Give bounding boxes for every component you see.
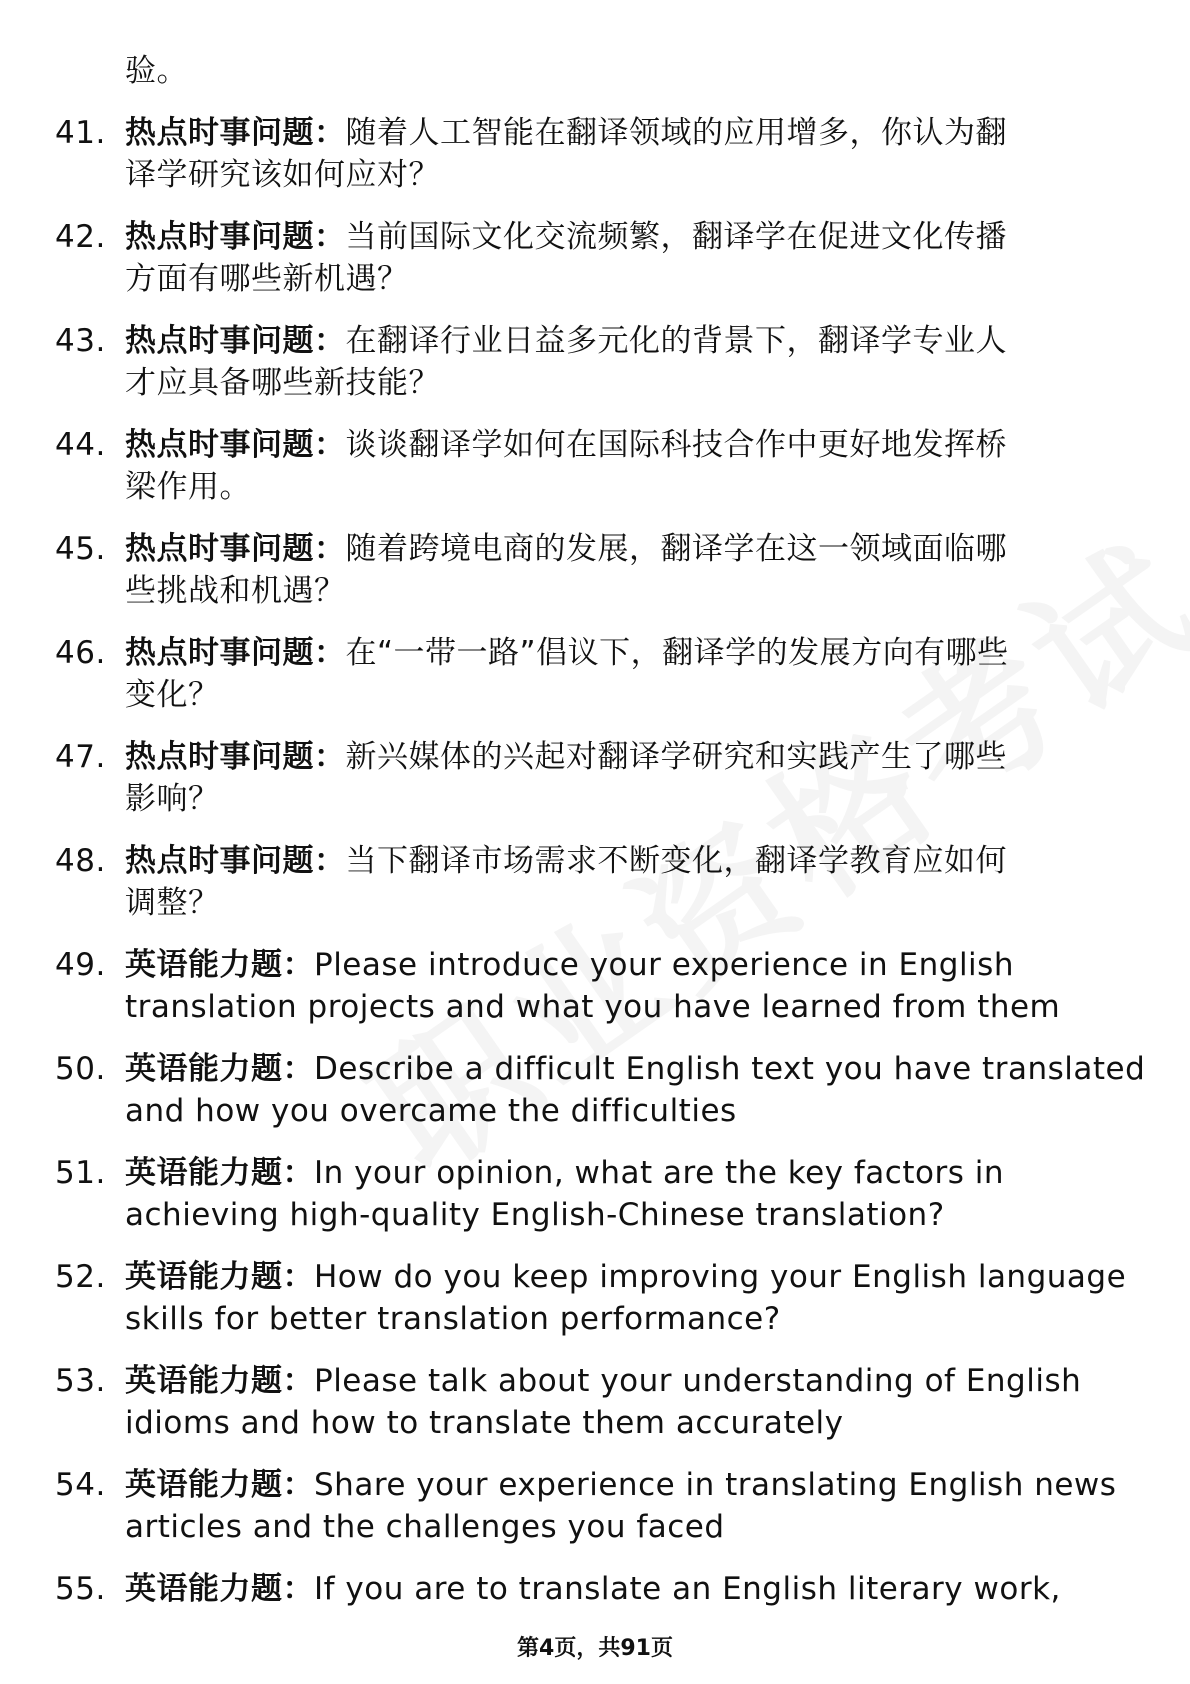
question-line-2: 些挑战和机遇？: [125, 573, 346, 609]
question-line-1: [125, 1464, 1130, 1506]
question-line-1: [125, 1048, 1146, 1090]
question-line-1: [125, 944, 1130, 986]
question-text: 在“一带一路”倡议下，翻译学的发展方向有哪些: [345, 635, 1009, 671]
question-category: 英语能力题：: [125, 1363, 314, 1399]
question-line-2: 才应具备哪些新技能？: [125, 365, 440, 401]
question-line-1: [125, 1256, 1130, 1298]
question-number: 54.: [55, 1467, 106, 1503]
question-line-2: 译学研究该如何应对？: [125, 157, 440, 193]
question-text: How do you keep improving your English language: [314, 1259, 1127, 1295]
question-line-2: achieving high-quality English-Chinese translation?: [125, 1197, 945, 1233]
question-line-2: translation projects and what you have learned from them: [125, 989, 1061, 1025]
question-category: 英语能力题：: [125, 1467, 314, 1503]
question-number: 41.: [55, 115, 106, 151]
question-line-2: 方面有哪些新机遇？: [125, 261, 409, 297]
question-category: 热点时事问题：: [125, 843, 346, 879]
question-text: In your opinion, what are the key factors in: [314, 1155, 1004, 1191]
question-line-1: [125, 632, 1130, 674]
question-text: Please talk about your understanding of English: [314, 1363, 1082, 1399]
continuation-text: 验。: [125, 53, 188, 89]
question-text: 当下翻译市场需求不断变化，翻译学教育应如何: [345, 843, 1007, 879]
question-number: 52.: [55, 1259, 106, 1295]
question-list: [0, 112, 1190, 1630]
question-number: 47.: [55, 739, 106, 775]
question-text: 谈谈翻译学如何在国际科技合作中更好地发挥桥: [345, 427, 1007, 463]
question-category: 热点时事问题：: [125, 427, 346, 463]
question-item-53: [0, 1360, 1130, 1444]
question-line-2: articles and the challenges you faced: [125, 1509, 725, 1545]
question-item-49: [0, 944, 1130, 1028]
question-item-46: [0, 632, 1130, 716]
question-number: 51.: [55, 1155, 106, 1191]
question-category: 英语能力题：: [125, 1259, 314, 1295]
page-footer: 第4页，共91页: [517, 1636, 673, 1661]
question-item-48: [0, 840, 1130, 924]
question-number: 55.: [55, 1571, 106, 1607]
question-item-50: [0, 1048, 1146, 1132]
question-category: 英语能力题：: [125, 1051, 314, 1087]
question-line-1: [125, 1360, 1130, 1402]
question-line-1: [125, 528, 1130, 570]
question-text: 当前国际文化交流频繁，翻译学在促进文化传播: [345, 219, 1007, 255]
question-item-47: [0, 736, 1130, 820]
question-text: Please introduce your experience in English: [314, 947, 1014, 983]
question-text: 新兴媒体的兴起对翻译学研究和实践产生了哪些: [345, 739, 1007, 775]
question-line-1: [125, 1568, 1130, 1610]
question-line-2: and how you overcame the difficulties: [125, 1093, 737, 1129]
question-item-44: [0, 424, 1130, 508]
question-category: 热点时事问题：: [125, 635, 346, 671]
question-category: 热点时事问题：: [125, 323, 346, 359]
question-text: 随着人工智能在翻译领域的应用增多，你认为翻: [345, 115, 1007, 151]
question-text: Describe a difficult English text you have translated: [314, 1051, 1146, 1087]
question-item-45: [0, 528, 1130, 612]
question-text: If you are to translate an English literary work,: [314, 1571, 1061, 1607]
question-text: 随着跨境电商的发展，翻译学在这一领域面临哪: [345, 531, 1007, 567]
question-category: 热点时事问题：: [125, 531, 346, 567]
question-category: 热点时事问题：: [125, 219, 346, 255]
question-item-42: [0, 216, 1130, 300]
question-line-1: [125, 112, 1130, 154]
question-line-1: [125, 320, 1130, 362]
question-line-1: [125, 736, 1130, 778]
question-line-1: [125, 840, 1130, 882]
question-category: 英语能力题：: [125, 1155, 314, 1191]
question-line-2: 梁作用。: [125, 469, 251, 505]
question-line-1: [125, 424, 1130, 466]
question-number: 49.: [55, 947, 106, 983]
question-category: 热点时事问题：: [125, 739, 346, 775]
question-line-2: idioms and how to translate them accurately: [125, 1405, 844, 1441]
question-number: 50.: [55, 1051, 106, 1087]
question-number: 42.: [55, 219, 106, 255]
question-number: 45.: [55, 531, 106, 567]
question-number: 53.: [55, 1363, 106, 1399]
question-number: 46.: [55, 635, 106, 671]
question-item-51: [0, 1152, 1130, 1236]
question-number: 43.: [55, 323, 106, 359]
question-line-2: 影响？: [125, 781, 220, 817]
question-category: 热点时事问题：: [125, 115, 346, 151]
question-line-1: [125, 1152, 1130, 1194]
question-line-2: 变化？: [125, 677, 220, 713]
question-item-41: [0, 112, 1130, 196]
question-item-55: [0, 1568, 1130, 1610]
question-line-2: skills for better translation performance?: [125, 1301, 781, 1337]
question-line-1: [125, 216, 1130, 258]
question-item-43: [0, 320, 1130, 404]
question-line-2: 调整？: [125, 885, 220, 921]
question-item-52: [0, 1256, 1130, 1340]
question-category: 英语能力题：: [125, 947, 314, 983]
question-text: Share your experience in translating English news: [314, 1467, 1117, 1503]
question-category: 英语能力题：: [125, 1571, 314, 1607]
question-number: 44.: [55, 427, 106, 463]
question-number: 48.: [55, 843, 106, 879]
question-text: 在翻译行业日益多元化的背景下，翻译学专业人: [345, 323, 1007, 359]
question-item-54: [0, 1464, 1130, 1548]
